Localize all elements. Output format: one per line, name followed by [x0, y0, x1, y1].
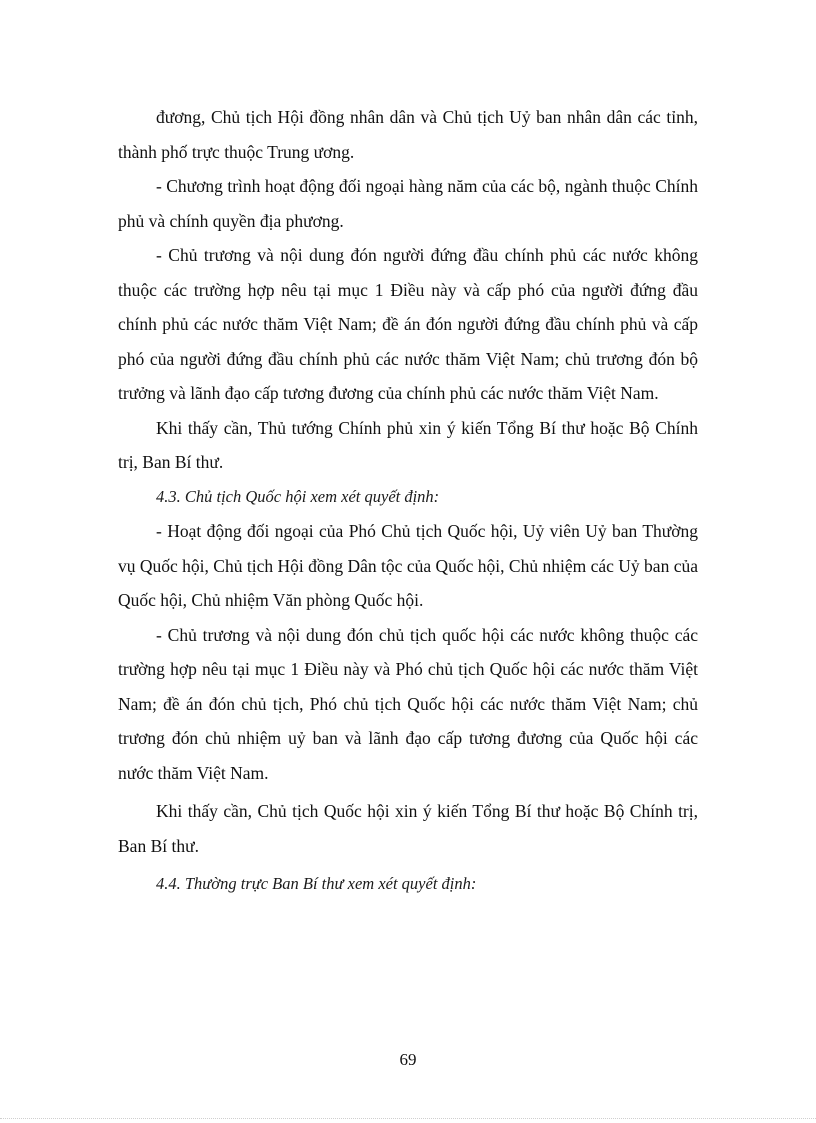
section-heading-4-4: 4.4. Thường trực Ban Bí thư xem xét quyết định:	[156, 874, 477, 893]
paragraph-government-heads: - Chủ trương và nội dung đón người đứng đầu chính phủ các nước không thuộc các trường hợp nêu tại mục 1 Điều này và cấp phó của người đứng đầu chính phủ các nước thăm Việt Nam; đề án đón người đứng đầu chính phủ và cấp phó của người đứng đầu chính phủ các nước thăm Việt Nam; chủ trương đón bộ trưởng và lãnh đạo cấp tương đương của chính phủ các nước thăm Việt Nam.	[118, 245, 698, 403]
paragraph-assembly-activities: - Hoạt động đối ngoại của Phó Chủ tịch Quốc hội, Uỷ viên Uỷ ban Thường vụ Quốc hội, Chủ tịch Hội đồng Dân tộc của Quốc hội, Chủ nhiệm các Uỷ ban của Quốc hội, Chủ nhiệm Văn phòng Quốc hội.	[118, 521, 698, 610]
paragraph-annual-program: - Chương trình hoạt động đối ngoại hàng năm của các bộ, ngành thuộc Chính phủ và chính quyền địa phương.	[118, 176, 698, 231]
section-heading-4-3: 4.3. Chủ tịch Quốc hội xem xét quyết định:	[156, 486, 440, 506]
paragraph-pm-consult: Khi thấy cần, Thủ tướng Chính phủ xin ý kiến Tổng Bí thư hoặc Bộ Chính trị, Ban Bí thư.	[118, 417, 698, 472]
paragraph-assembly-heads: - Chủ trương và nội dung đón chủ tịch quốc hội các nước không thuộc các trường hợp nêu tại mục 1 Điều này và Phó chủ tịch Quốc hội các nước thăm Việt Nam; đề án đón chủ tịch, Phó chủ tịch Quốc hội các nước thăm Việt Nam; chủ trương đón chủ nhiệm uỷ ban và lãnh đạo cấp tương đương của Quốc hội các nước thăm Việt Nam.	[118, 624, 698, 783]
paragraph-chairman-consult: Khi thấy cần, Chủ tịch Quốc hội xin ý kiến Tổng Bí thư hoặc Bộ Chính trị, Ban Bí thư.	[118, 801, 698, 856]
page-bottom-rule	[0, 1118, 816, 1119]
document-body	[118, 100, 698, 902]
paragraph-continuation: đương, Chủ tịch Hội đồng nhân dân và Chủ tịch Uỷ ban nhân dân các tỉnh, thành phố trực thuộc Trung ương.	[118, 107, 698, 162]
page-number: 69	[399, 1050, 417, 1069]
